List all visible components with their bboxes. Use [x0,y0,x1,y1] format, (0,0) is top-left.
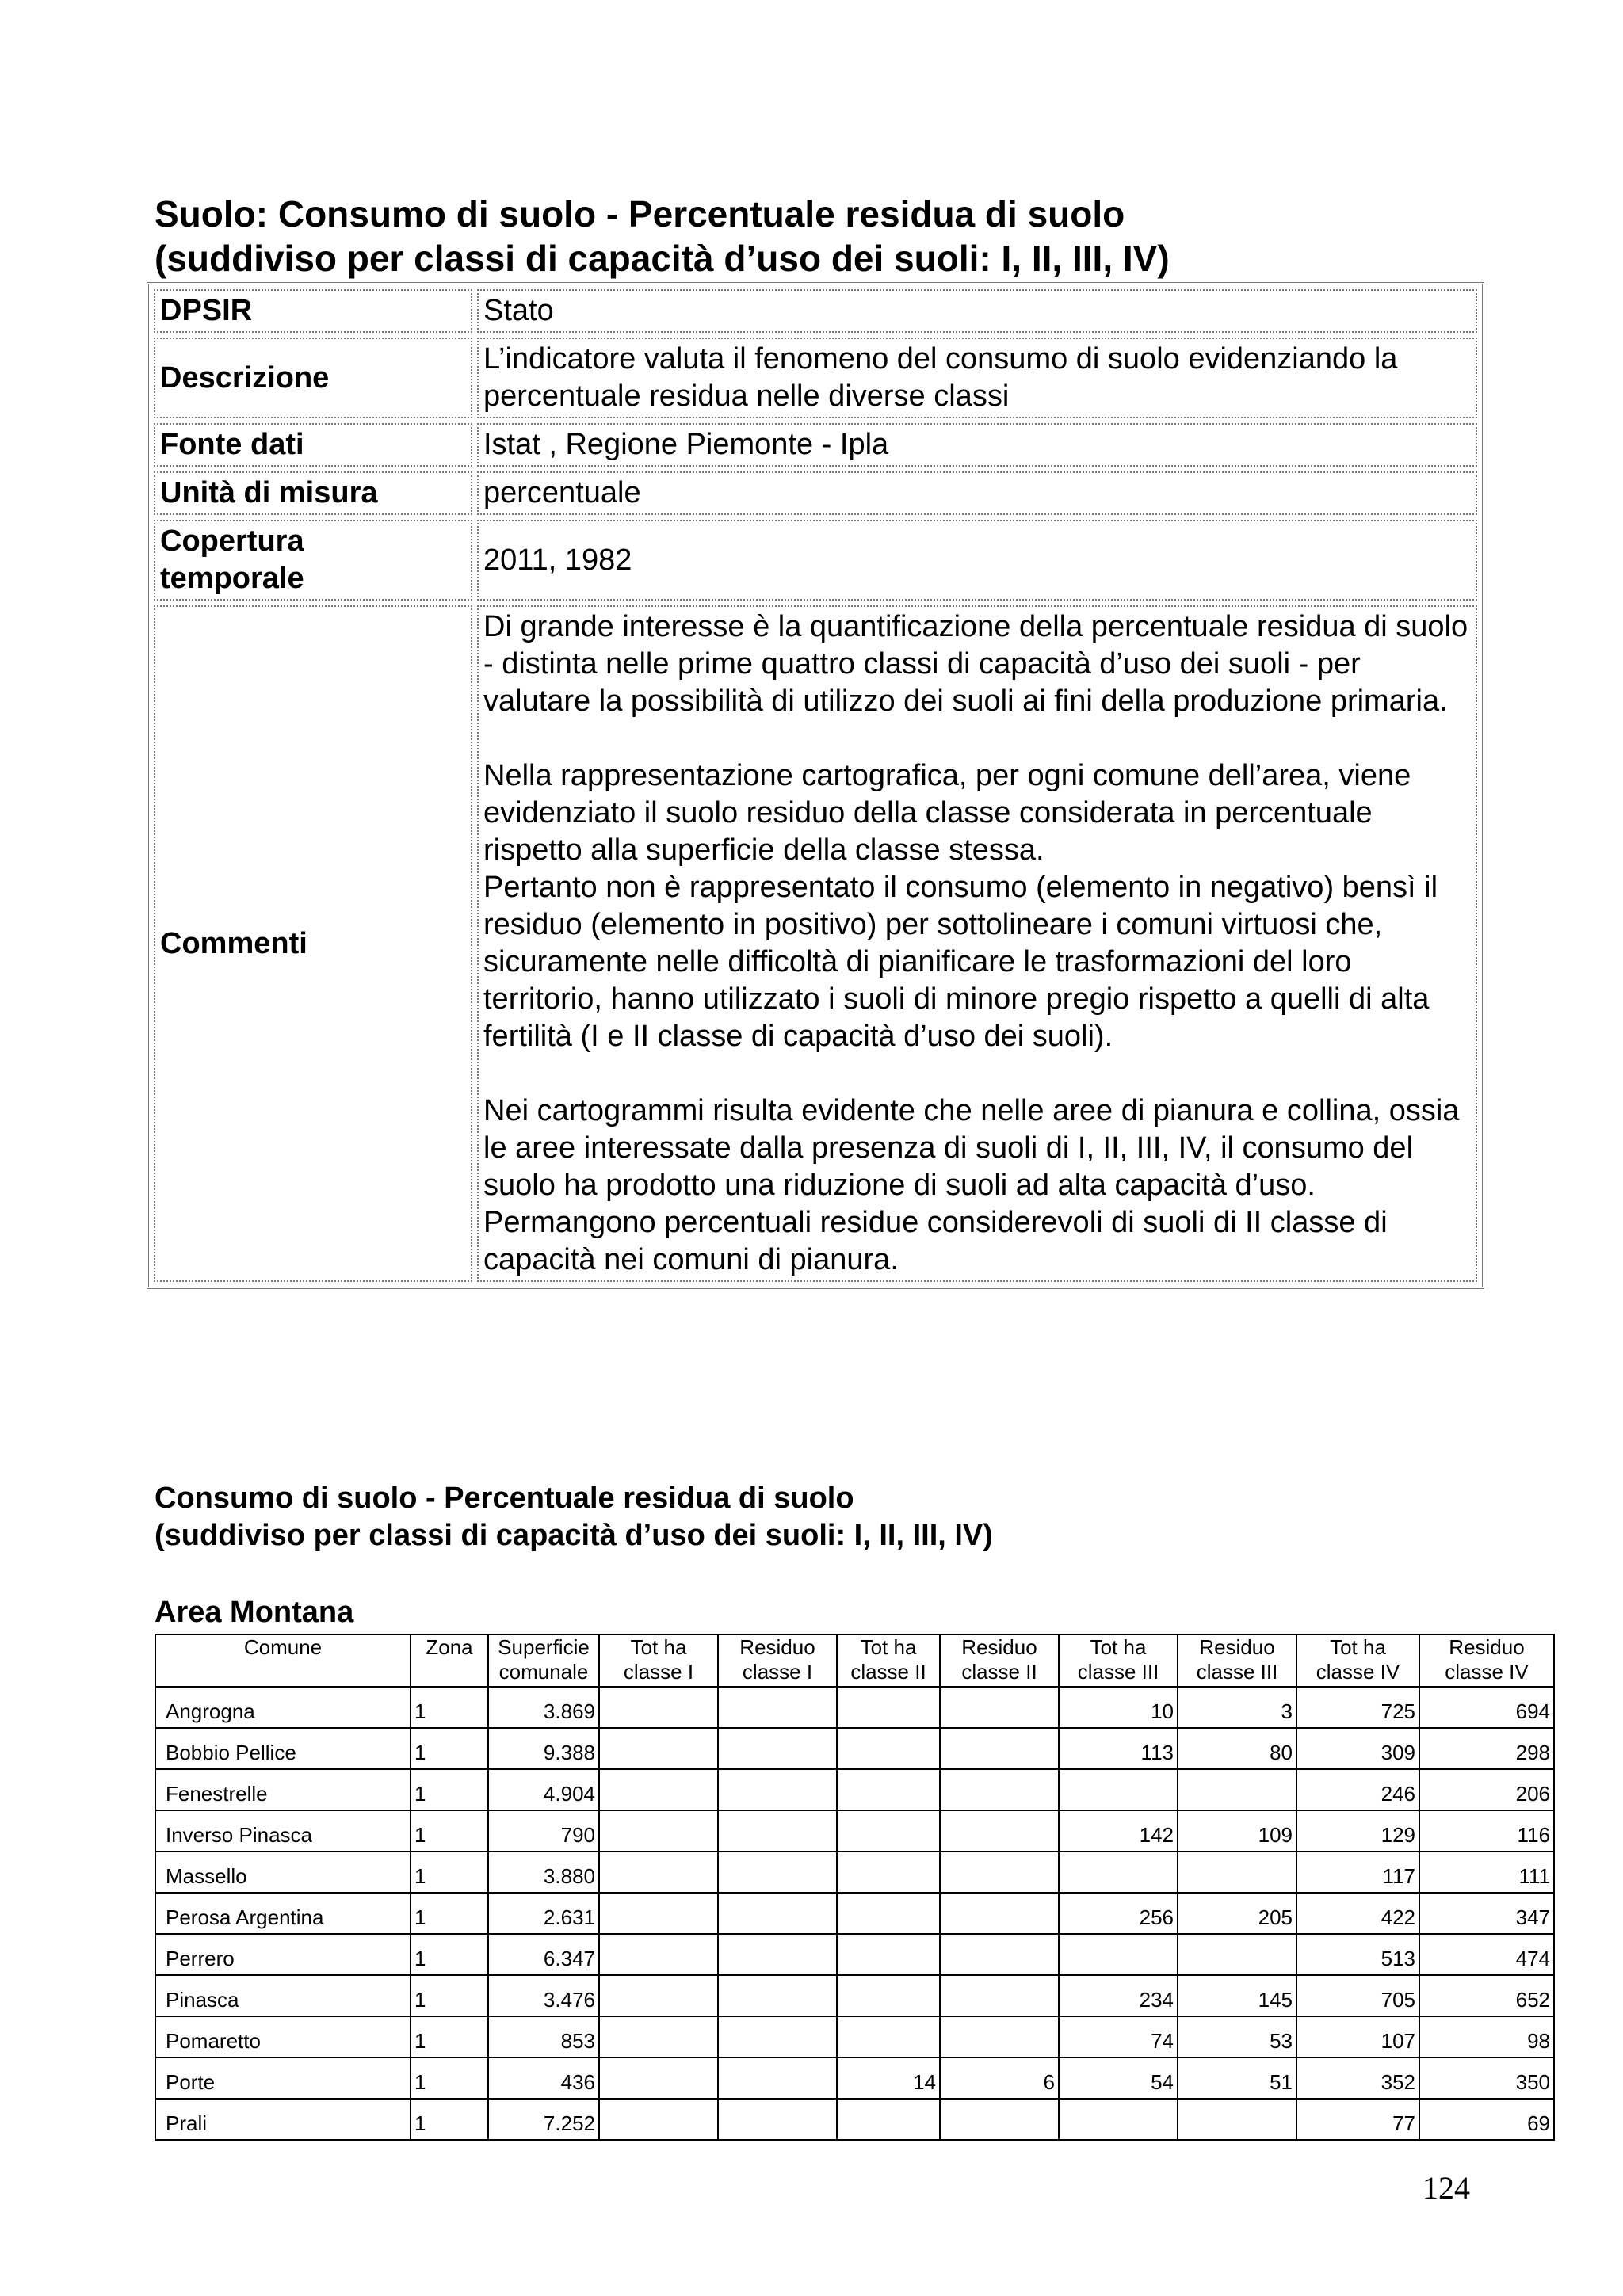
comune-cell: Inverso Pinasca [155,1810,411,1852]
comment-paragraph-4: Nei cartogrammi risulta evidente che nelle aree di pianura e collina, ossia le aree interessate dalla presenza di suoli di I, II, III, IV, il consumo del suolo ha prodotto una riduzione di suoli ad alta capacità d’uso. [483,1094,1460,1202]
value-cell: 309 [1296,1728,1419,1769]
column-header-line: Tot ha [1330,1635,1386,1659]
column-header-line: classe II [850,1660,926,1684]
value-cell: 3 [1178,1687,1296,1728]
value-descrizione: L’indicatore valuta il fenomeno del consumo di suolo evidenziando la percentuale residua nelle diverse classi [477,338,1477,418]
value-cell: 107 [1296,2016,1419,2058]
value-cell [718,1810,837,1852]
value-cell [718,2099,837,2140]
value-cell: 69 [1419,2099,1554,2140]
row-fonte [154,423,1477,467]
column-header-line: Residuo [1199,1635,1275,1659]
zona-cell: 1 [411,1687,488,1728]
label-copertura-line-1: Copertura [160,524,304,558]
column-header-line: classe I [742,1660,813,1684]
table-body [155,1687,1554,2140]
column-header-line: Tot ha [630,1635,687,1659]
subtitle-line-2: (suddiviso per classi di capacità d’uso dei suoli: I, II, III, IV) [155,1519,993,1552]
value-cell [837,1852,940,1893]
value-cell: 2.631 [488,1893,599,1934]
column-header-line: Zona [426,1635,473,1659]
label-dpsir: DPSIR [154,289,472,333]
value-cell: 853 [488,2016,599,2058]
value-cell: 206 [1419,1769,1554,1810]
value-cell [718,1769,837,1810]
value-cell [599,1893,718,1934]
value-cell: 347 [1419,1893,1554,1934]
comune-cell: Prali [155,2099,411,2140]
column-header-line: classe II [961,1660,1037,1684]
column-header [411,1634,488,1687]
value-cell: 142 [1059,1810,1178,1852]
column-header-line: Residuo [739,1635,815,1659]
value-cell: 474 [1419,1934,1554,1975]
table-row [155,1687,1554,1728]
comune-cell: Pomaretto [155,2016,411,2058]
column-header [718,1634,837,1687]
value-unita: percentuale [477,471,1477,515]
comment-paragraph-2: Nella rappresentazione cartografica, per ogni comune dell’area, viene evidenziato il suolo residuo della classe considerata in percentuale rispetto alla superficie della classe stessa. [483,759,1411,867]
zona-cell: 1 [411,1975,488,2016]
value-cell [837,1934,940,1975]
zona-cell: 1 [411,1810,488,1852]
table-header-row [155,1634,1554,1687]
comune-cell: Pinasca [155,1975,411,2016]
value-cell [599,1852,718,1893]
value-cell [718,1975,837,2016]
title-line-1: Suolo: Consumo di suolo - Percentuale residua di suolo [155,193,1125,235]
zona-cell: 1 [411,1852,488,1893]
value-cell [940,1810,1059,1852]
page-number: 124 [1423,2170,1470,2206]
value-cell: 436 [488,2058,599,2099]
value-cell [1178,2099,1296,2140]
value-cell [599,1687,718,1728]
comment-paragraph-1: Di grande interesse è la quantificazione della percentuale residua di suolo - distinta nelle prime quattro classi di capacità d’uso dei suoli - per valutare la possibilità di utilizzo dei suoli ai fini della produzione primaria. [483,610,1468,718]
column-header [1059,1634,1178,1687]
value-cell [940,1852,1059,1893]
value-cell: 111 [1419,1852,1554,1893]
value-cell: 422 [1296,1893,1419,1934]
value-cell [837,1728,940,1769]
value-cell: 116 [1419,1810,1554,1852]
zona-cell: 1 [411,1934,488,1975]
indicator-sheet [147,282,1484,1289]
value-cell: 109 [1178,1810,1296,1852]
value-cell: 256 [1059,1893,1178,1934]
section-subtitle [155,1480,1502,1554]
column-header-line: Tot ha [860,1635,917,1659]
value-cell [718,1728,837,1769]
table-row [155,1893,1554,1934]
row-dpsir [154,289,1477,333]
value-cell: 246 [1296,1769,1419,1810]
data-table [155,1634,1555,2141]
label-fonte: Fonte dati [154,423,472,467]
column-header-line: classe IV [1445,1660,1529,1684]
value-cell [940,2016,1059,2058]
value-cell [940,1934,1059,1975]
comune-cell: Bobbio Pellice [155,1728,411,1769]
label-copertura [154,520,472,601]
column-header [1419,1634,1554,1687]
column-header [155,1634,411,1687]
column-header-line: Comune [243,1635,323,1659]
value-cell [837,1769,940,1810]
value-cell: 705 [1296,1975,1419,2016]
value-cell [940,1728,1059,1769]
column-header-line: classe III [1196,1660,1278,1684]
page-title [155,192,1502,280]
value-cell: 7.252 [488,2099,599,2140]
value-cell [940,1893,1059,1934]
value-cell [599,2058,718,2099]
zona-cell: 1 [411,1769,488,1810]
comune-cell: Massello [155,1852,411,1893]
column-header-line: comunale [498,1660,589,1684]
value-cell [837,1810,940,1852]
label-commenti: Commenti [154,605,472,1282]
column-header-line: classe I [623,1660,694,1684]
table-row [155,1975,1554,2016]
comment-paragraph-3: Pertanto non è rappresentato il consumo (elemento in negativo) bensì il residuo (elemento in positivo) per sottolineare i comuni virtuosi che, sicuramente nelle difficoltà di pianificare le trasformazioni del loro territorio, hanno utilizzato i suoli di minore pregio rispetto a quelli di alta fertilità (I e II classe di capacità d’uso dei suoli). [483,871,1438,1053]
column-header [837,1634,940,1687]
value-cell [837,2099,940,2140]
value-cell [718,2058,837,2099]
value-cell: 652 [1419,1975,1554,2016]
value-cell: 205 [1178,1893,1296,1934]
value-cell [837,2016,940,2058]
label-descrizione: Descrizione [154,338,472,418]
comment-paragraph-5: Permangono percentuali residue considerevoli di suoli di II classe di capacità nei comuni di pianura. [483,1206,1388,1276]
value-cell [1059,1852,1178,1893]
value-cell: 9.388 [488,1728,599,1769]
value-cell: 3.869 [488,1687,599,1728]
value-cell: 53 [1178,2016,1296,2058]
value-cell: 98 [1419,2016,1554,2058]
comune-cell: Angrogna [155,1687,411,1728]
value-cell: 3.880 [488,1852,599,1893]
value-fonte: Istat , Regione Piemonte - Ipla [477,423,1477,467]
value-cell [718,1934,837,1975]
value-cell [599,2016,718,2058]
column-header [1178,1634,1296,1687]
value-cell [599,1975,718,2016]
label-unita: Unità di misura [154,471,472,515]
comune-cell: Porte [155,2058,411,2099]
column-header-line: classe III [1077,1660,1159,1684]
value-cell [718,1852,837,1893]
column-header-line: Residuo [961,1635,1037,1659]
value-cell [599,1728,718,1769]
value-cell [837,1687,940,1728]
value-cell [1059,1934,1178,1975]
value-cell [718,1893,837,1934]
value-cell [940,2099,1059,2140]
value-cell: 77 [1296,2099,1419,2140]
value-cell: 790 [488,1810,599,1852]
value-cell: 117 [1296,1852,1419,1893]
value-cell: 129 [1296,1810,1419,1852]
value-cell [940,1975,1059,2016]
value-cell [1059,2099,1178,2140]
value-cell [1178,1934,1296,1975]
value-cell [599,1810,718,1852]
value-cell: 74 [1059,2016,1178,2058]
row-copertura [154,520,1477,601]
comune-cell: Fenestrelle [155,1769,411,1810]
column-header [1296,1634,1419,1687]
value-cell: 725 [1296,1687,1419,1728]
table-row [155,2099,1554,2140]
comune-cell: Perrero [155,1934,411,1975]
value-cell: 234 [1059,1975,1178,2016]
value-cell [940,1769,1059,1810]
value-cell: 513 [1296,1934,1419,1975]
value-cell: 694 [1419,1687,1554,1728]
column-header-line: Tot ha [1090,1635,1147,1659]
value-dpsir: Stato [477,289,1477,333]
value-cell: 80 [1178,1728,1296,1769]
zona-cell: 1 [411,2016,488,2058]
value-cell [718,1687,837,1728]
title-line-2: (suddiviso per classi di capacità d’uso dei suoli: I, II, III, IV) [155,238,1170,279]
value-cell: 145 [1178,1975,1296,2016]
comune-cell: Perosa Argentina [155,1893,411,1934]
column-header [488,1634,599,1687]
row-commenti [154,605,1477,1282]
value-cell: 298 [1419,1728,1554,1769]
value-cell [1178,1852,1296,1893]
value-cell: 352 [1296,2058,1419,2099]
value-cell [1059,1769,1178,1810]
zona-cell: 1 [411,1728,488,1769]
column-header-line: Residuo [1449,1635,1525,1659]
value-cell [940,1687,1059,1728]
value-cell: 3.476 [488,1975,599,2016]
value-cell: 113 [1059,1728,1178,1769]
value-cell [599,1769,718,1810]
table-row [155,1934,1554,1975]
value-copertura: 2011, 1982 [477,520,1477,601]
value-cell: 6.347 [488,1934,599,1975]
subtitle-line-1: Consumo di suolo - Percentuale residua di suolo [155,1482,854,1515]
label-copertura-line-2: temporale [160,562,304,595]
value-cell [1178,1769,1296,1810]
value-cell: 350 [1419,2058,1554,2099]
value-cell: 10 [1059,1687,1178,1728]
zona-cell: 1 [411,1893,488,1934]
column-header-line: classe IV [1316,1660,1400,1684]
value-cell [599,1934,718,1975]
value-commenti [477,605,1477,1282]
value-cell: 54 [1059,2058,1178,2099]
zona-cell: 1 [411,2099,488,2140]
area-label: Area Montana [155,1596,354,1629]
table-row [155,2016,1554,2058]
value-cell: 4.904 [488,1769,599,1810]
table-row [155,1852,1554,1893]
column-header [599,1634,718,1687]
table-row [155,1769,1554,1810]
table-row [155,1728,1554,1769]
table-row [155,2058,1554,2099]
value-cell [718,2016,837,2058]
row-descrizione [154,338,1477,418]
column-header [940,1634,1059,1687]
value-cell: 6 [940,2058,1059,2099]
zona-cell: 1 [411,2058,488,2099]
value-cell: 14 [837,2058,940,2099]
value-cell [599,2099,718,2140]
value-cell: 51 [1178,2058,1296,2099]
table-row [155,1810,1554,1852]
column-header-line: Superficie [498,1635,590,1659]
value-cell [837,1975,940,2016]
value-cell [837,1893,940,1934]
row-unita [154,471,1477,515]
